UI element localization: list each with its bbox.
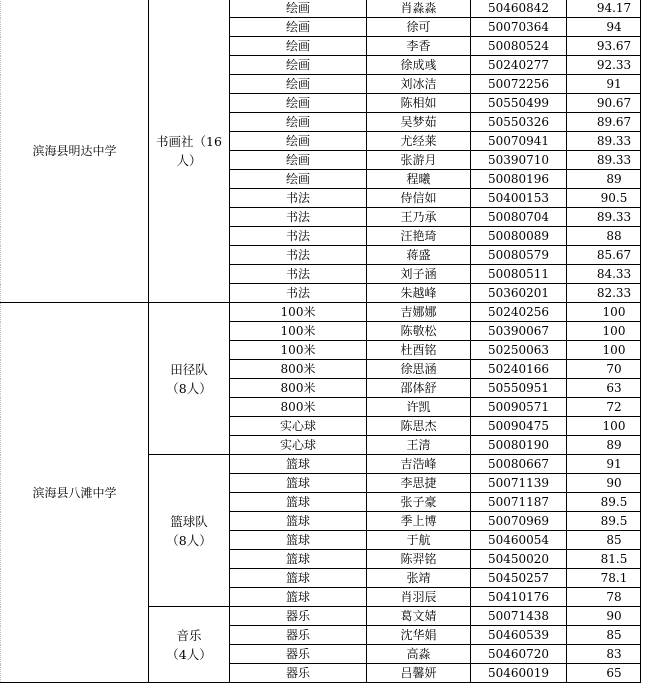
club-name-cell — [149, 0, 230, 303]
student-name-cell: 肖淼淼 — [367, 0, 471, 18]
score-cell — [567, 189, 641, 208]
item-cell: 绘画 — [230, 37, 367, 56]
item-cell: 绘画 — [230, 113, 367, 132]
item-cell: 绘画 — [230, 0, 367, 18]
score-value: 78.1 — [600, 571, 628, 585]
score-value: 90 — [606, 476, 622, 490]
student-id-cell: 50071139 — [471, 474, 567, 493]
score-value: 91 — [606, 457, 622, 471]
score-value: 81.5 — [600, 552, 628, 566]
score-value: 94.17 — [596, 1, 632, 15]
student-name-cell: 张游月 — [367, 151, 471, 170]
student-id-cell: 50080196 — [471, 170, 567, 189]
item-cell: 800米 — [230, 379, 367, 398]
student-name-cell: 陈羿铭 — [367, 550, 471, 569]
club-name-line2: 人） — [176, 152, 202, 168]
item-cell: 绘画 — [230, 132, 367, 151]
score-value: 72 — [606, 400, 622, 414]
student-name-cell: 尤经莱 — [367, 132, 471, 151]
score-cell — [567, 170, 641, 189]
item-cell: 篮球 — [230, 550, 367, 569]
item-cell: 实心球 — [230, 417, 367, 436]
student-name-cell: 王乃承 — [367, 208, 471, 227]
score-cell — [567, 284, 641, 303]
student-id-cell: 50240256 — [471, 303, 567, 322]
score-cell — [567, 246, 641, 265]
score-cell — [567, 607, 641, 626]
student-id-cell: 50410176 — [471, 588, 567, 607]
item-cell: 绘画 — [230, 151, 367, 170]
club-name-cell — [149, 455, 230, 607]
student-id-cell: 50071187 — [471, 493, 567, 512]
club-name-line1: 音乐 — [176, 627, 202, 643]
item-cell: 篮球 — [230, 588, 367, 607]
student-name-cell: 季上博 — [367, 512, 471, 531]
club-name-line2: （8人） — [166, 532, 212, 548]
student-id-cell: 50070969 — [471, 512, 567, 531]
student-name-cell: 汪艳琦 — [367, 227, 471, 246]
student-name-cell: 蒋盛 — [367, 246, 471, 265]
score-value: 88 — [606, 229, 622, 243]
student-id-cell: 50090475 — [471, 417, 567, 436]
item-cell: 800米 — [230, 398, 367, 417]
item-cell: 实心球 — [230, 436, 367, 455]
student-id-cell: 50080089 — [471, 227, 567, 246]
club-name-line1: 篮球队 — [170, 513, 208, 529]
item-cell: 书法 — [230, 284, 367, 303]
student-name-cell: 肖羽辰 — [367, 588, 471, 607]
item-cell: 绘画 — [230, 170, 367, 189]
student-name-cell: 吕馨妍 — [367, 664, 471, 683]
student-name-cell: 张靖 — [367, 569, 471, 588]
score-cell — [567, 56, 641, 75]
student-id-cell: 50240166 — [471, 360, 567, 379]
club-name-cell — [149, 303, 230, 455]
item-cell: 100米 — [230, 341, 367, 360]
student-name-cell: 李香 — [367, 37, 471, 56]
student-id-cell: 50460539 — [471, 626, 567, 645]
score-value: 89.33 — [596, 153, 632, 167]
score-cell — [567, 474, 641, 493]
item-cell: 器乐 — [230, 607, 367, 626]
score-value: 90 — [606, 609, 622, 623]
student-name-cell: 许凯 — [367, 398, 471, 417]
student-name-cell: 杜酉铭 — [367, 341, 471, 360]
club-name-line1: 田径队 — [170, 361, 208, 377]
score-value: 83 — [606, 647, 622, 661]
score-cell — [567, 227, 641, 246]
score-value: 89.67 — [596, 115, 632, 129]
score-cell — [567, 455, 641, 474]
student-id-cell: 50070941 — [471, 132, 567, 151]
score-value: 82.33 — [596, 286, 632, 300]
score-value: 93.67 — [596, 39, 632, 53]
student-id-cell: 50071438 — [471, 607, 567, 626]
club-name-line2: （4人） — [166, 646, 212, 662]
table-row — [1, 0, 641, 18]
student-name-cell: 高淼 — [367, 645, 471, 664]
score-cell — [567, 132, 641, 151]
student-id-cell: 50460054 — [471, 531, 567, 550]
score-value: 65 — [606, 666, 622, 680]
student-id-cell: 50550499 — [471, 94, 567, 113]
score-value: 89.33 — [596, 210, 632, 224]
student-name-cell: 张子豪 — [367, 493, 471, 512]
score-cell — [567, 265, 641, 284]
student-name-cell: 吴梦茹 — [367, 113, 471, 132]
student-name-cell: 李思捷 — [367, 474, 471, 493]
score-cell — [567, 398, 641, 417]
item-cell: 篮球 — [230, 493, 367, 512]
item-cell: 绘画 — [230, 56, 367, 75]
student-name-cell: 邵体舒 — [367, 379, 471, 398]
student-id-cell: 50450257 — [471, 569, 567, 588]
score-cell — [567, 512, 641, 531]
student-id-cell: 50070364 — [471, 18, 567, 37]
item-cell: 篮球 — [230, 569, 367, 588]
student-name-cell: 陈相如 — [367, 94, 471, 113]
table-row — [1, 303, 641, 322]
item-cell: 篮球 — [230, 512, 367, 531]
item-cell: 绘画 — [230, 94, 367, 113]
student-name-cell: 徐可 — [367, 18, 471, 37]
score-value: 89.5 — [600, 514, 628, 528]
club-name-line1: 书画社（16 — [156, 133, 222, 149]
score-value: 70 — [606, 362, 622, 376]
score-value: 91 — [606, 77, 622, 91]
item-cell: 100米 — [230, 322, 367, 341]
student-name-cell: 沈华娟 — [367, 626, 471, 645]
school-name-cell: 滨海县明达中学 — [1, 0, 149, 303]
score-value: 85.67 — [596, 248, 632, 262]
score-cell — [567, 322, 641, 341]
student-id-cell: 50460842 — [471, 0, 567, 18]
score-value: 89.5 — [600, 495, 628, 509]
student-name-cell: 侍信如 — [367, 189, 471, 208]
club-name-cell — [149, 607, 230, 683]
score-value: 100 — [602, 419, 626, 433]
item-cell: 800米 — [230, 360, 367, 379]
school-name-cell: 滨海县八滩中学 — [1, 303, 149, 683]
item-cell: 书法 — [230, 189, 367, 208]
item-cell: 器乐 — [230, 645, 367, 664]
score-value: 89 — [606, 172, 622, 186]
score-cell — [567, 493, 641, 512]
score-value: 85 — [606, 533, 622, 547]
student-id-cell: 50460019 — [471, 664, 567, 683]
score-cell — [567, 417, 641, 436]
score-value: 63 — [606, 381, 622, 395]
student-id-cell: 50240277 — [471, 56, 567, 75]
item-cell: 篮球 — [230, 531, 367, 550]
student-id-cell: 50550326 — [471, 113, 567, 132]
student-name-cell: 陈思杰 — [367, 417, 471, 436]
student-id-cell: 50460720 — [471, 645, 567, 664]
student-name-cell: 葛文婧 — [367, 607, 471, 626]
item-cell: 绘画 — [230, 18, 367, 37]
student-name-cell: 吉娜娜 — [367, 303, 471, 322]
score-cell — [567, 360, 641, 379]
score-value: 100 — [602, 343, 626, 357]
score-cell — [567, 303, 641, 322]
student-id-cell: 50090571 — [471, 398, 567, 417]
score-cell — [567, 531, 641, 550]
student-id-cell: 50080524 — [471, 37, 567, 56]
score-value: 100 — [602, 305, 626, 319]
score-cell — [567, 588, 641, 607]
student-id-cell: 50080667 — [471, 455, 567, 474]
item-cell: 器乐 — [230, 626, 367, 645]
item-cell: 绘画 — [230, 75, 367, 94]
score-cell — [567, 664, 641, 683]
item-cell: 书法 — [230, 208, 367, 227]
student-name-cell: 徐思涵 — [367, 360, 471, 379]
item-cell: 器乐 — [230, 664, 367, 683]
item-cell: 篮球 — [230, 455, 367, 474]
score-cell — [567, 75, 641, 94]
student-name-cell: 王清 — [367, 436, 471, 455]
score-cell — [567, 208, 641, 227]
score-cell — [567, 550, 641, 569]
student-id-cell: 50550951 — [471, 379, 567, 398]
student-id-cell: 50072256 — [471, 75, 567, 94]
student-name-cell: 程曦 — [367, 170, 471, 189]
student-name-cell: 刘子涵 — [367, 265, 471, 284]
score-cell — [567, 436, 641, 455]
score-cell — [567, 18, 641, 37]
student-name-cell: 刘冰洁 — [367, 75, 471, 94]
score-cell — [567, 37, 641, 56]
score-cell — [567, 94, 641, 113]
item-cell: 100米 — [230, 303, 367, 322]
student-id-cell: 50080511 — [471, 265, 567, 284]
student-id-cell: 50080704 — [471, 208, 567, 227]
score-value: 78 — [606, 590, 622, 604]
student-name-cell: 于航 — [367, 531, 471, 550]
score-value: 85 — [606, 628, 622, 642]
score-cell — [567, 626, 641, 645]
student-name-cell: 吉浩峰 — [367, 455, 471, 474]
student-id-cell: 50250063 — [471, 341, 567, 360]
score-value: 90.5 — [600, 191, 628, 205]
score-cell — [567, 379, 641, 398]
club-name-line2: （8人） — [166, 380, 212, 396]
score-value: 100 — [602, 324, 626, 338]
score-value: 94 — [606, 20, 622, 34]
item-cell: 书法 — [230, 246, 367, 265]
student-id-cell: 50390710 — [471, 151, 567, 170]
item-cell: 书法 — [230, 227, 367, 246]
score-value: 89.33 — [596, 134, 632, 148]
score-value: 84.33 — [596, 267, 632, 281]
score-value: 92.33 — [596, 58, 632, 72]
score-cell — [567, 645, 641, 664]
score-cell — [567, 569, 641, 588]
item-cell: 篮球 — [230, 474, 367, 493]
student-id-cell: 50080190 — [471, 436, 567, 455]
student-name-cell: 朱越峰 — [367, 284, 471, 303]
student-name-cell: 徐成彧 — [367, 56, 471, 75]
student-id-cell: 50450020 — [471, 550, 567, 569]
score-cell — [567, 341, 641, 360]
student-id-cell: 50360201 — [471, 284, 567, 303]
student-name-cell: 陈敬松 — [367, 322, 471, 341]
score-cell — [567, 151, 641, 170]
student-id-cell: 50400153 — [471, 189, 567, 208]
score-cell — [567, 113, 641, 132]
item-cell: 书法 — [230, 265, 367, 284]
score-value: 89 — [606, 438, 622, 452]
student-id-cell: 50390067 — [471, 322, 567, 341]
student-id-cell: 50080579 — [471, 246, 567, 265]
score-cell — [567, 0, 641, 18]
score-value: 90.67 — [596, 96, 632, 110]
